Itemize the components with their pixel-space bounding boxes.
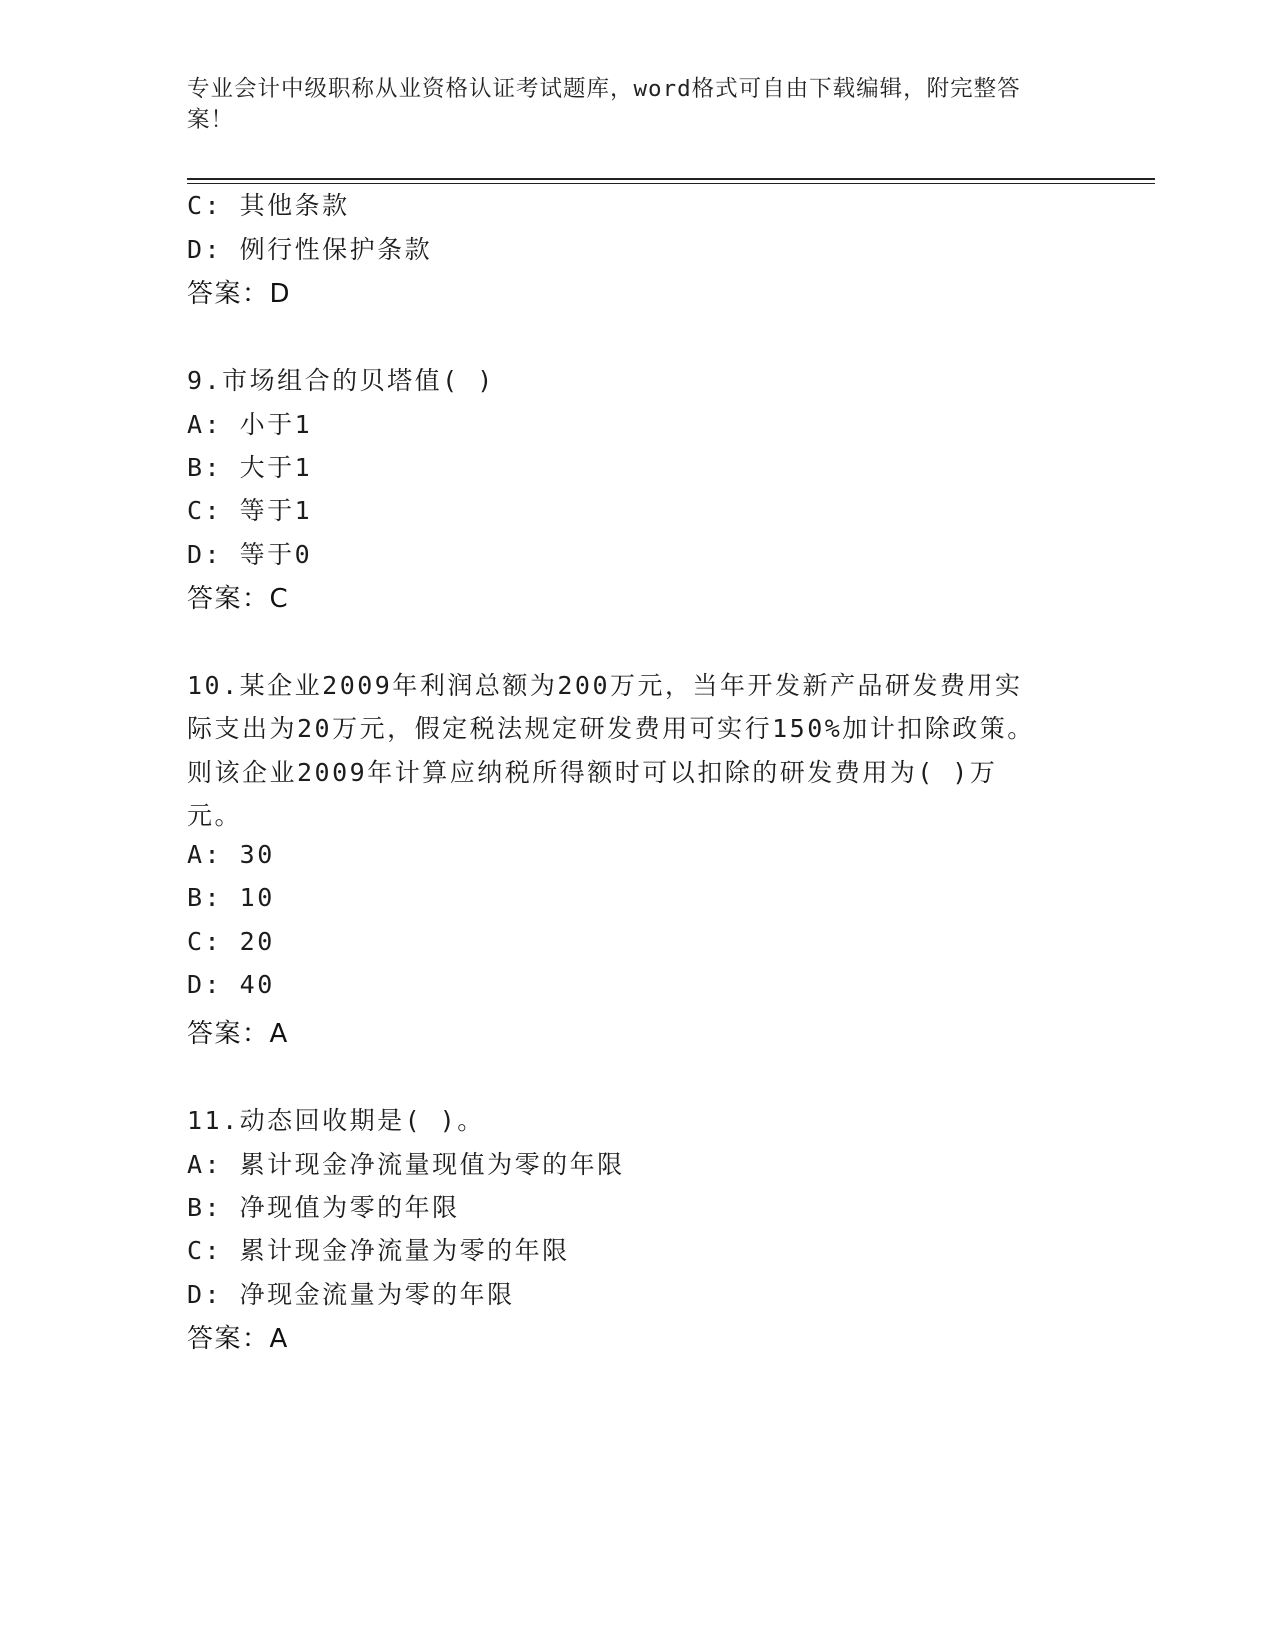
option-c: C: 其他条款 bbox=[187, 191, 350, 220]
question-stem: 11.动态回收期是( )。 bbox=[187, 1106, 485, 1135]
document-header bbox=[187, 74, 1067, 136]
header-divider-thick bbox=[187, 178, 1155, 180]
option-c: C: 累计现金净流量为零的年限 bbox=[187, 1236, 570, 1265]
option-d: D: 例行性保护条款 bbox=[187, 235, 433, 264]
option-a: A: 30 bbox=[187, 840, 275, 869]
option-a: A: 累计现金净流量现值为零的年限 bbox=[187, 1150, 625, 1179]
option-a: A: 小于1 bbox=[187, 410, 313, 439]
answer-label: 答案：D bbox=[187, 279, 292, 309]
option-b: B: 10 bbox=[187, 883, 275, 912]
header-line-1: 专业会计中级职称从业资格认证考试题库，word格式可自由下载编辑，附完整答 bbox=[187, 76, 1021, 102]
answer-label: 答案：A bbox=[187, 1019, 289, 1049]
option-c: C: 等于1 bbox=[187, 496, 313, 525]
question-stem-line-3: 则该企业2009年计算应纳税所得额时可以扣除的研发费用为( )万 bbox=[187, 758, 998, 787]
question-stem: 9.市场组合的贝塔值( ) bbox=[187, 366, 495, 395]
option-d: D: 净现金流量为零的年限 bbox=[187, 1280, 515, 1309]
header-line-2: 案！ bbox=[187, 107, 235, 133]
option-d: D: 40 bbox=[187, 970, 275, 999]
header-divider-thin bbox=[187, 183, 1155, 184]
option-b: B: 大于1 bbox=[187, 453, 313, 482]
option-c: C: 20 bbox=[187, 927, 275, 956]
question-stem-line-4: 元。 bbox=[187, 801, 243, 830]
option-b: B: 净现值为零的年限 bbox=[187, 1193, 460, 1222]
answer-label: 答案：A bbox=[187, 1324, 289, 1354]
option-d: D: 等于0 bbox=[187, 540, 313, 569]
question-stem-line-1: 10.某企业2009年利润总额为200万元，当年开发新产品研发费用实 bbox=[187, 671, 1023, 700]
question-stem-line-2: 际支出为20万元，假定税法规定研发费用可实行150%加计扣除政策。 bbox=[187, 714, 1035, 743]
answer-label: 答案：C bbox=[187, 584, 290, 614]
